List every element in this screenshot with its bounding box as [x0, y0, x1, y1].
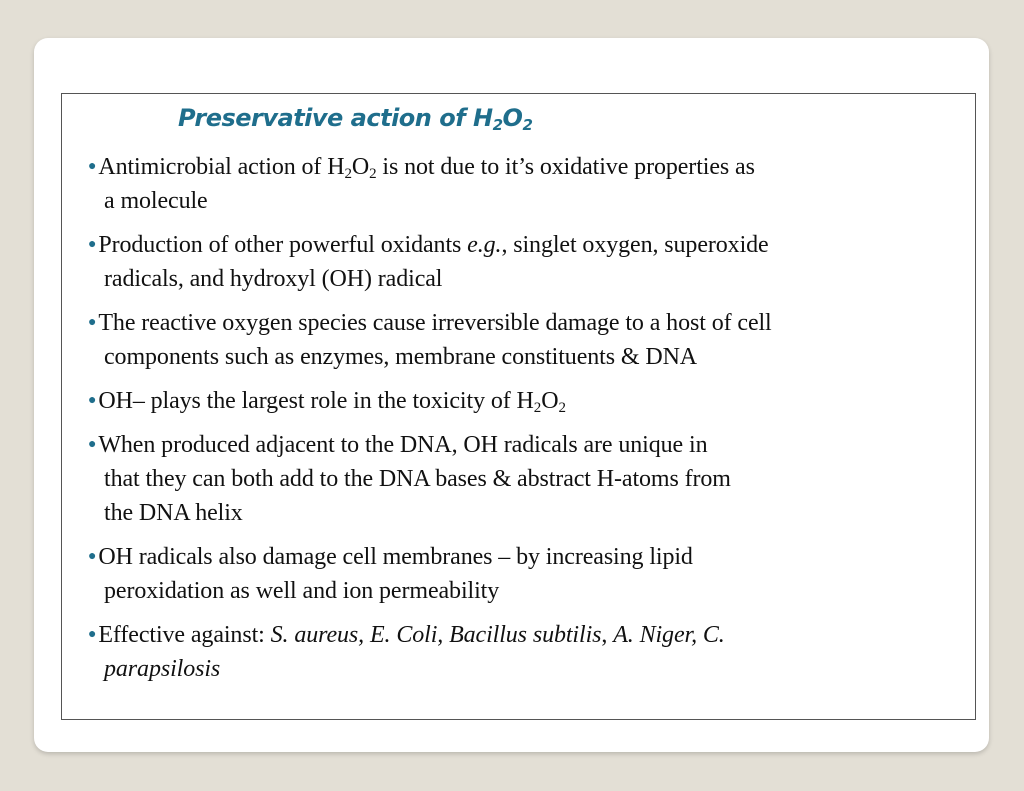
italic-text: A. Niger, C.: [613, 622, 725, 648]
subscript: 2: [533, 400, 542, 416]
bullet-line: [88, 540, 958, 574]
bullet-line: [88, 618, 958, 652]
bullet-item: [88, 306, 958, 374]
bullet-line: [88, 384, 958, 418]
text-segment: ,: [601, 622, 614, 648]
text-segment: peroxidation as well and ion permeability: [104, 578, 500, 604]
text-segment: OH– plays the largest role in the toxicity of H: [98, 388, 534, 414]
italic-text: e.g.: [467, 232, 502, 258]
bullet-item: [88, 540, 958, 608]
text-segment: Effective against:: [98, 622, 271, 648]
subscript: 2: [344, 166, 352, 182]
italic-text: S. aureus, E. Coli, Bacillus subtilis: [270, 622, 602, 648]
title-subscript: 2: [492, 116, 503, 134]
text-segment: radicals, and hydroxyl (OH) radical: [104, 266, 443, 292]
bullet-line: [88, 652, 958, 686]
bullet-item: [88, 428, 958, 530]
bullet-line: [88, 184, 958, 218]
subscript: 2: [369, 166, 377, 182]
bullet-line: [88, 428, 958, 462]
title-subscript: 2: [522, 116, 533, 134]
bullet-line: [88, 496, 958, 530]
bullet-item: [88, 618, 958, 686]
bullet-line: [88, 306, 958, 340]
bullet-dot-icon: ●: [88, 549, 97, 564]
slide-title: [178, 104, 532, 132]
text-segment: The reactive oxygen species cause irreversible damage to a host of cell: [98, 310, 772, 336]
text-segment: O: [351, 154, 370, 180]
text-segment: Production of other powerful oxidants: [98, 232, 468, 258]
bullet-line: [88, 262, 958, 296]
bullet-line: [88, 462, 958, 496]
text-segment: is not due to it’s oxidative properties as: [376, 154, 755, 180]
bullet-dot-icon: ●: [88, 627, 97, 642]
bullet-line: [88, 150, 958, 184]
text-segment: that they can both add to the DNA bases & abstract H-atoms from: [104, 466, 731, 492]
text-segment: the DNA helix: [104, 500, 243, 526]
bullet-dot-icon: ●: [88, 437, 97, 452]
text-segment: Antimicrobial action of H: [98, 154, 345, 180]
bullet-dot-icon: ●: [88, 237, 97, 252]
title-text: O: [502, 104, 523, 132]
bullet-item: [88, 228, 958, 296]
title-text: Preservative action of H: [178, 104, 493, 132]
bullet-line: [88, 574, 958, 608]
text-segment: , singlet oxygen, superoxide: [501, 232, 769, 258]
text-segment: When produced adjacent to the DNA, OH radicals are unique in: [98, 432, 708, 458]
subscript: 2: [558, 400, 566, 416]
text-segment: O: [541, 388, 559, 414]
text-segment: OH radicals also damage cell membranes – by increasing lipid: [98, 544, 693, 570]
bullet-dot-icon: ●: [88, 315, 97, 330]
italic-text: parapsilosis: [104, 656, 221, 682]
bullet-item: [88, 384, 958, 418]
bullet-line: [88, 228, 958, 262]
bullet-dot-icon: ●: [88, 393, 97, 408]
bullet-list: [88, 150, 958, 696]
text-segment: a molecule: [104, 188, 208, 214]
bullet-item: [88, 150, 958, 218]
bullet-dot-icon: ●: [88, 159, 97, 174]
bullet-line: [88, 340, 958, 374]
text-segment: components such as enzymes, membrane constituents & DNA: [104, 344, 698, 370]
